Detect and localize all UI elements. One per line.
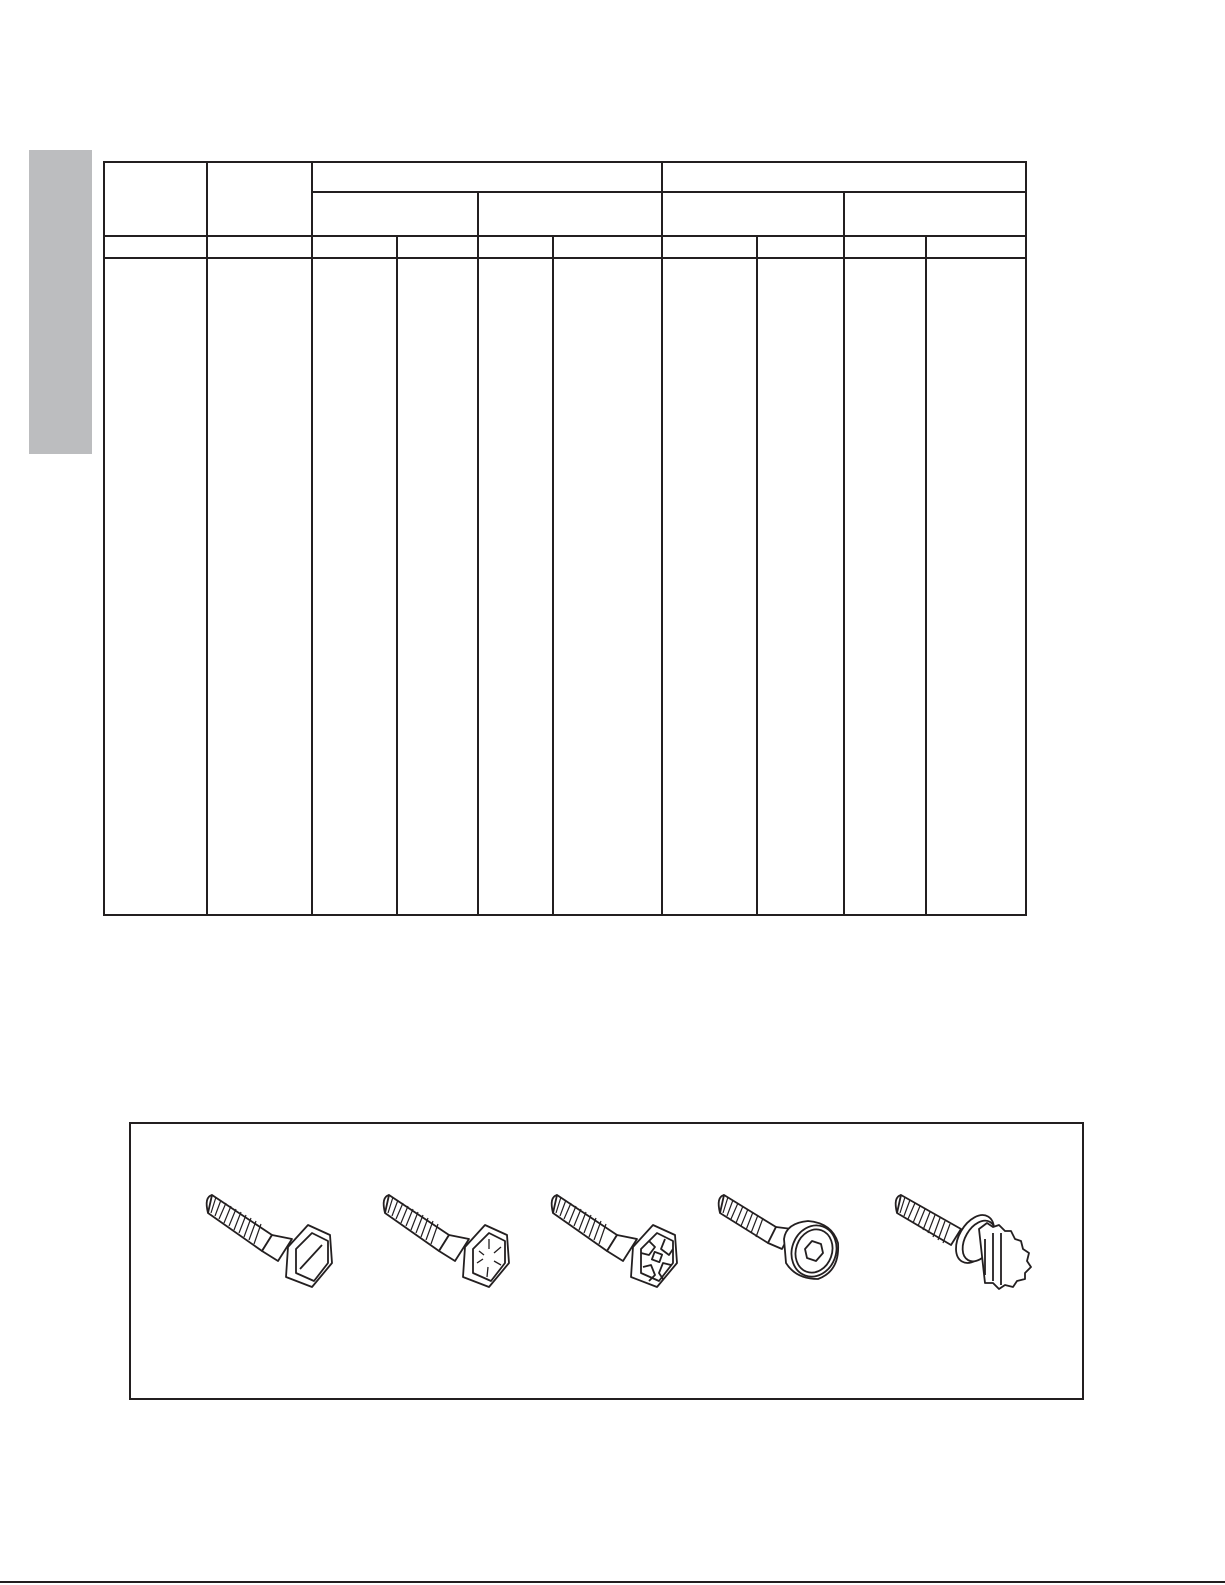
twelve-point-flange-bolt-icon: [889, 1183, 1039, 1298]
page-bottom-rule: [0, 1581, 1225, 1583]
slotted-hex-head-bolt-icon: [545, 1183, 685, 1298]
hex-head-radial-marked-bolt-icon: [377, 1183, 517, 1298]
hex-head-bolt-icon: [200, 1183, 340, 1298]
socket-head-cap-screw-icon: [712, 1183, 852, 1298]
